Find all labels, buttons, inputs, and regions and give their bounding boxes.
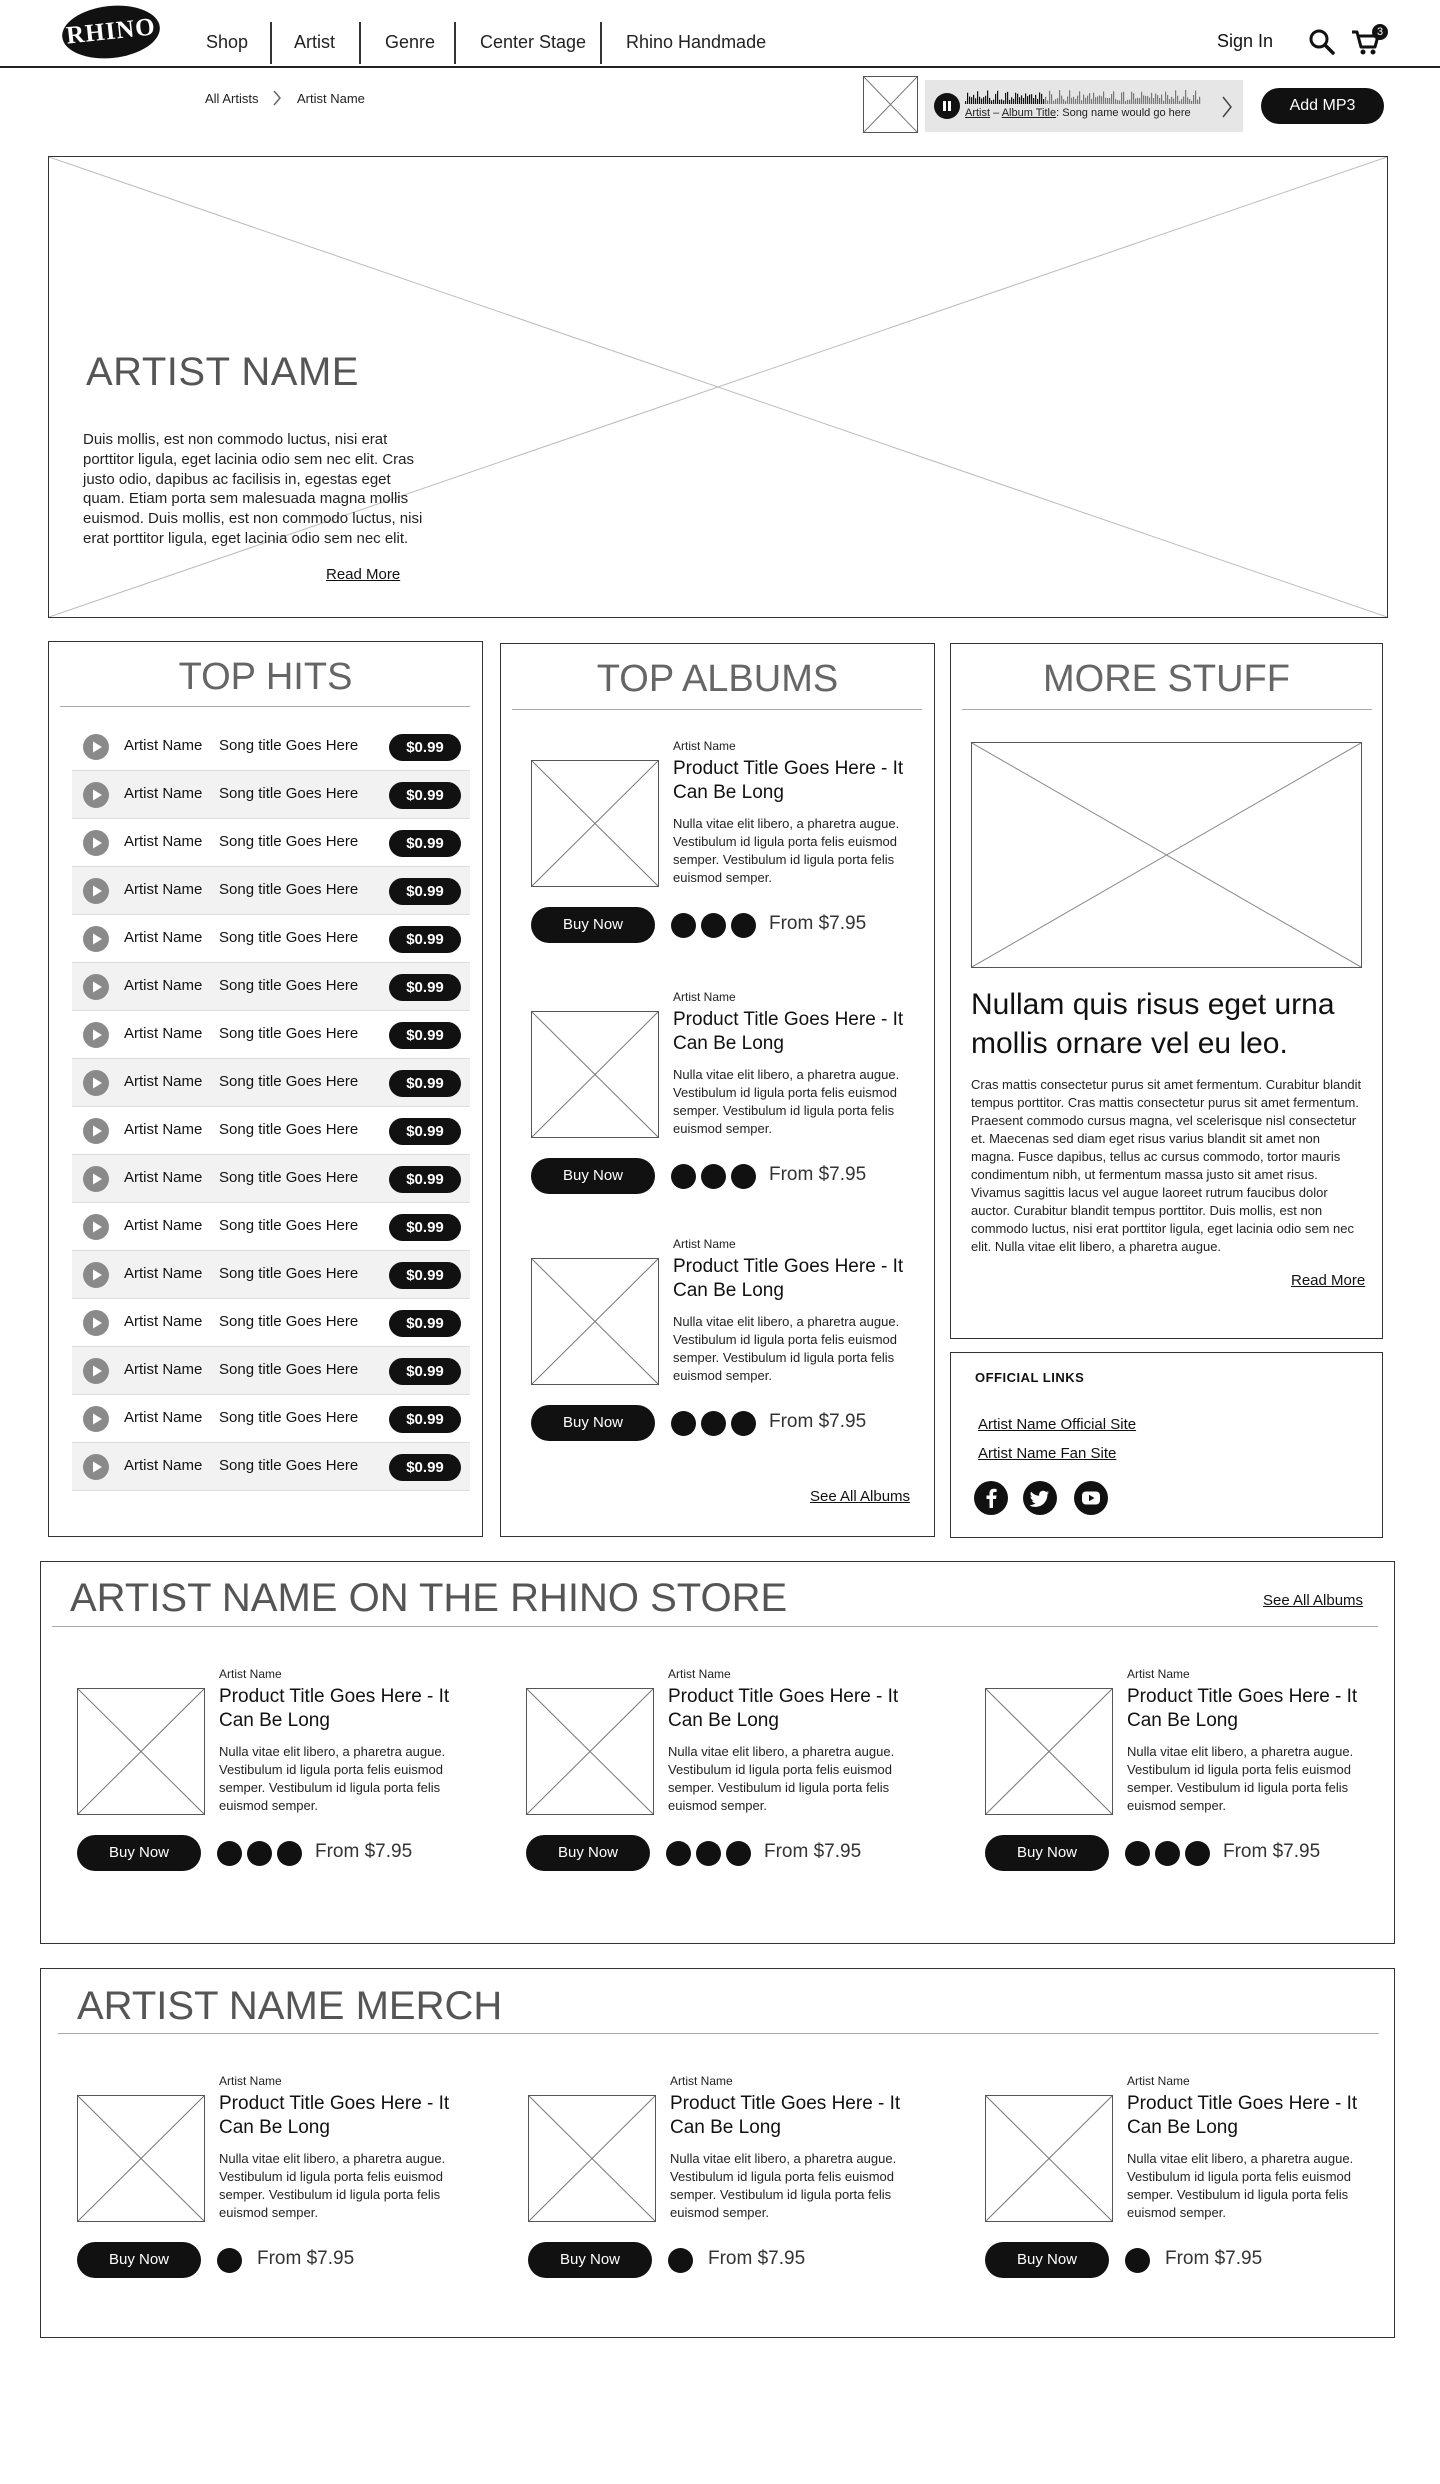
hero-read-more-link[interactable]: Read More: [326, 566, 401, 583]
buy-song-price-button[interactable]: $0.99: [389, 878, 461, 905]
player-song: Song name would go here: [1062, 107, 1191, 119]
hit-artist: Artist Name: [124, 1265, 203, 1282]
store-title: ARTIST NAME ON THE RHINO STORE: [70, 1576, 788, 1620]
nav-genre[interactable]: Genre: [385, 32, 436, 52]
format-option-dot[interactable]: [731, 1164, 756, 1189]
more-stuff-title: MORE STUFF: [1043, 658, 1290, 700]
product-artist: Artist Name: [1127, 2074, 1190, 2088]
fan-site-link[interactable]: Artist Name Fan Site: [978, 1445, 1117, 1462]
format-option-dot[interactable]: [1125, 1841, 1150, 1866]
player-colon: :: [1056, 107, 1063, 119]
hit-row[interactable]: [72, 1395, 470, 1443]
format-option-dot[interactable]: [668, 2248, 693, 2273]
product-image[interactable]: [531, 1258, 659, 1385]
play-icon[interactable]: [82, 1405, 110, 1433]
hit-row[interactable]: [72, 771, 470, 819]
product-price: From $7.95: [315, 1841, 413, 1862]
breadcrumb-all-artists[interactable]: All Artists: [205, 91, 259, 106]
product-price: From $7.95: [1223, 1841, 1321, 1862]
product-title[interactable]: Product Title Goes Here - It Can Be Long: [1127, 1686, 1358, 1731]
see-all-albums-link[interactable]: See All Albums: [810, 1488, 911, 1505]
hit-artist: Artist Name: [124, 1457, 203, 1474]
nav-divider: [359, 22, 361, 64]
hit-song-title: Song title Goes Here: [219, 1313, 359, 1330]
buy-song-price-button[interactable]: $0.99: [389, 1310, 461, 1337]
buy-song-price-button[interactable]: $0.99: [389, 782, 461, 809]
hit-artist: Artist Name: [124, 881, 203, 898]
hit-song-title: Song title Goes Here: [219, 929, 359, 946]
hit-row[interactable]: [72, 1203, 470, 1251]
product-title[interactable]: Product Title Goes Here - It Can Be Long: [670, 2093, 901, 2138]
buy-now-button[interactable]: Buy Now: [985, 1835, 1109, 1871]
cart-count-badge: 3: [1372, 24, 1388, 40]
hit-row[interactable]: [72, 963, 470, 1011]
product-title[interactable]: Product Title Goes Here - It Can Be Long: [668, 1686, 899, 1731]
hit-song-title: Song title Goes Here: [219, 1361, 359, 1378]
chevron-right-icon[interactable]: [1220, 94, 1234, 120]
more-stuff-read-more-link[interactable]: Read More: [1291, 1272, 1366, 1289]
product-artist: Artist Name: [1127, 1667, 1190, 1681]
divider: [60, 706, 470, 707]
hit-artist: Artist Name: [124, 1025, 203, 1042]
hit-row[interactable]: [72, 1107, 470, 1155]
format-option-dot[interactable]: [701, 1411, 726, 1436]
format-option-dot[interactable]: [1125, 2248, 1150, 2273]
divider: [52, 1626, 1378, 1627]
product-image[interactable]: [77, 1688, 205, 1815]
product-price: From $7.95: [764, 1841, 862, 1862]
nav-rhino-handmade[interactable]: Rhino Handmade: [626, 32, 767, 52]
hit-row[interactable]: [72, 1155, 470, 1203]
player-track-info: [965, 107, 1191, 119]
product-artist: Artist Name: [219, 2074, 282, 2088]
artist-bio: Duis mollis, est non commodo luctus, nisi erat porttitor ligula, eget lacinia odio sem nec elit. Cras justo odio, dapibus ac facilisis in, egestas eget quam. Etiam porta sem malesuada magna mollis euismod. Duis mollis, est non commodo luctus, nisi erat porttitor ligula, eget lacinia odio sem nec elit.: [83, 431, 423, 547]
top-hits-title: TOP HITS: [178, 656, 353, 698]
product-description: Nulla vitae elit libero, a pharetra augue. Vestibulum id ligula porta felis euismod semper. Vestibulum id ligula porta felis euismod semper.: [219, 1744, 446, 1813]
player-album-link[interactable]: Album Title: [1001, 107, 1057, 119]
divider: [58, 2033, 1379, 2034]
more-stuff-body: Cras mattis consectetur purus sit amet fermentum. Curabitur blandit tempus porttitor. Cras mattis consectetur purus sit amet fermentum. Praesent commodo cursus magna, vel scelerisque nisl consectetur et. Maecenas sed diam eget risus varius blandit sit amet non magna. Fusce dapibus, tellus ac cursus commodo, tortor mauris condimentum nibh, ut fermentum massa justo sit amet risus. Vivamus sagittis lacus vel augue laoreet rutrum faucibus dolor auctor. Curabitur blandit tempus porttitor. Duis mollis, est non commodo luctus, nisi erat porttitor ligula, eget lacinia odio sem nec elit. Nulla vitae elit libero, a pharetra augue.: [971, 1077, 1362, 1254]
format-option-dot[interactable]: [671, 1411, 696, 1436]
product-artist: Artist Name: [673, 739, 736, 753]
more-stuff-image: [971, 742, 1362, 968]
product-title[interactable]: Product Title Goes Here - It Can Be Long: [673, 758, 904, 803]
format-option-dot[interactable]: [247, 1841, 272, 1866]
hit-song-title: Song title Goes Here: [219, 1025, 359, 1042]
format-option-dot[interactable]: [671, 1164, 696, 1189]
buy-song-price-button[interactable]: $0.99: [389, 926, 461, 953]
official-site-link[interactable]: Artist Name Official Site: [978, 1416, 1137, 1433]
play-icon[interactable]: [82, 733, 110, 761]
product-price: From $7.95: [1165, 2248, 1263, 2269]
play-icon[interactable]: [82, 1165, 110, 1193]
hit-row[interactable]: [72, 1299, 470, 1347]
buy-song-price-button[interactable]: $0.99: [389, 1358, 461, 1385]
format-option-dot[interactable]: [731, 1411, 756, 1436]
product-description: Nulla vitae elit libero, a pharetra augue. Vestibulum id ligula porta felis euismod semper. Vestibulum id ligula porta felis euismod semper.: [673, 1067, 900, 1136]
play-icon[interactable]: [82, 1117, 110, 1145]
top-albums-title: TOP ALBUMS: [596, 658, 839, 700]
store-see-all-albums-link[interactable]: See All Albums: [1263, 1592, 1364, 1609]
buy-song-price-button[interactable]: $0.99: [389, 1262, 461, 1289]
buy-song-price-button[interactable]: $0.99: [389, 1454, 461, 1481]
hit-song-title: Song title Goes Here: [219, 1265, 359, 1282]
product-artist: Artist Name: [668, 1667, 731, 1681]
product-price: From $7.95: [769, 913, 867, 934]
product-title[interactable]: Product Title Goes Here - It Can Be Long: [673, 1009, 904, 1054]
product-price: From $7.95: [708, 2248, 806, 2269]
hit-artist: Artist Name: [124, 977, 203, 994]
hit-song-title: Song title Goes Here: [219, 785, 359, 802]
buy-song-price-button[interactable]: $0.99: [389, 1214, 461, 1241]
divider: [512, 709, 922, 710]
nav-shop[interactable]: Shop: [206, 32, 249, 52]
buy-now-button[interactable]: Buy Now: [531, 1405, 655, 1441]
hit-song-title: Song title Goes Here: [219, 977, 359, 994]
product-price: From $7.95: [257, 2248, 355, 2269]
hit-artist: Artist Name: [124, 929, 203, 946]
product-image[interactable]: [985, 1688, 1113, 1815]
product-title[interactable]: Product Title Goes Here - It Can Be Long: [1127, 2093, 1358, 2138]
format-option-dot[interactable]: [1185, 1841, 1210, 1866]
play-icon[interactable]: [82, 1453, 110, 1481]
hit-artist: Artist Name: [124, 737, 203, 754]
product-description: Nulla vitae elit libero, a pharetra augue. Vestibulum id ligula porta felis euismod semper. Vestibulum id ligula porta felis euismod semper.: [668, 1744, 895, 1813]
product-image[interactable]: [528, 2095, 656, 2222]
format-option-dot[interactable]: [696, 1841, 721, 1866]
hit-artist: Artist Name: [124, 1073, 203, 1090]
play-icon[interactable]: [82, 1261, 110, 1289]
nav-divider: [270, 22, 272, 64]
hit-song-title: Song title Goes Here: [219, 1217, 359, 1234]
buy-now-button[interactable]: Buy Now: [77, 1835, 201, 1871]
play-icon[interactable]: [82, 829, 110, 857]
hit-row[interactable]: [72, 1011, 470, 1059]
hit-row[interactable]: [72, 1347, 470, 1395]
hit-row[interactable]: [72, 867, 470, 915]
hit-row[interactable]: [72, 1251, 470, 1299]
product-image[interactable]: [531, 760, 659, 887]
hit-row[interactable]: [72, 1059, 470, 1107]
play-icon[interactable]: [82, 1021, 110, 1049]
product-description: Nulla vitae elit libero, a pharetra augue. Vestibulum id ligula porta felis euismod semper. Vestibulum id ligula porta felis euismod semper.: [219, 2151, 446, 2220]
facebook-icon[interactable]: [974, 1481, 1008, 1515]
hit-artist: Artist Name: [124, 1361, 203, 1378]
hit-song-title: Song title Goes Here: [219, 1409, 359, 1426]
format-option-dot[interactable]: [731, 913, 756, 938]
product-artist: Artist Name: [219, 1667, 282, 1681]
buy-song-price-button[interactable]: $0.99: [389, 1022, 461, 1049]
product-description: Nulla vitae elit libero, a pharetra augue. Vestibulum id ligula porta felis euismod semper. Vestibulum id ligula porta felis euismod semper.: [1127, 1744, 1354, 1813]
chevron-right-icon: [270, 88, 284, 108]
product-price: From $7.95: [769, 1164, 867, 1185]
format-option-dot[interactable]: [277, 1841, 302, 1866]
pause-icon[interactable]: [934, 93, 960, 119]
product-price: From $7.95: [769, 1411, 867, 1432]
buy-song-price-button[interactable]: $0.99: [389, 1070, 461, 1097]
hit-artist: Artist Name: [124, 785, 203, 802]
buy-now-button[interactable]: Buy Now: [531, 907, 655, 943]
site-header: [0, 0, 1440, 68]
breadcrumb-current: Artist Name: [297, 91, 365, 106]
buy-now-button[interactable]: Buy Now: [526, 1835, 650, 1871]
buy-now-button[interactable]: Buy Now: [77, 2242, 201, 2278]
hit-row[interactable]: [72, 1443, 470, 1491]
buy-song-price-button[interactable]: $0.99: [389, 734, 461, 761]
product-description: Nulla vitae elit libero, a pharetra augue. Vestibulum id ligula porta felis euismod semper. Vestibulum id ligula porta felis euismod semper.: [670, 2151, 897, 2220]
nav-divider: [454, 22, 456, 64]
hit-song-title: Song title Goes Here: [219, 1121, 359, 1138]
waveform[interactable]: [965, 88, 1201, 104]
format-option-dot[interactable]: [701, 1164, 726, 1189]
player-separator: –: [990, 107, 1002, 119]
play-icon[interactable]: [82, 1357, 110, 1385]
merch-title: ARTIST NAME MERCH: [77, 1984, 503, 2028]
product-title[interactable]: Product Title Goes Here - It Can Be Long: [673, 1256, 904, 1301]
product-image[interactable]: [526, 1688, 654, 1815]
play-icon[interactable]: [82, 925, 110, 953]
hit-artist: Artist Name: [124, 1121, 203, 1138]
official-links-title: OFFICIAL LINKS: [975, 1370, 1085, 1385]
format-option-dot[interactable]: [726, 1841, 751, 1866]
mini-player: [925, 80, 1243, 132]
artist-name-heading: ARTIST NAME: [86, 350, 359, 394]
buy-song-price-button[interactable]: $0.99: [389, 1118, 461, 1145]
now-playing-thumbnail: [863, 76, 918, 133]
play-icon[interactable]: [82, 973, 110, 1001]
format-option-dot[interactable]: [217, 1841, 242, 1866]
buy-song-price-button[interactable]: $0.99: [389, 830, 461, 857]
hit-song-title: Song title Goes Here: [219, 1457, 359, 1474]
play-icon[interactable]: [82, 1213, 110, 1241]
play-icon[interactable]: [82, 1069, 110, 1097]
hit-row[interactable]: [72, 819, 470, 867]
product-title[interactable]: Product Title Goes Here - It Can Be Long: [219, 1686, 450, 1731]
buy-now-button[interactable]: Buy Now: [985, 2242, 1109, 2278]
play-icon[interactable]: [82, 1309, 110, 1337]
play-icon[interactable]: [82, 781, 110, 809]
player-artist-link[interactable]: Artist: [965, 107, 991, 119]
format-option-dot[interactable]: [671, 913, 696, 938]
hit-artist: Artist Name: [124, 1313, 203, 1330]
sign-in-link[interactable]: Sign In: [1217, 31, 1274, 51]
product-image[interactable]: [77, 2095, 205, 2222]
buy-now-button[interactable]: Buy Now: [528, 2242, 652, 2278]
hit-row[interactable]: [72, 915, 470, 963]
product-description: Nulla vitae elit libero, a pharetra augue. Vestibulum id ligula porta felis euismod semper. Vestibulum id ligula porta felis euismod semper.: [673, 1314, 900, 1383]
divider: [962, 709, 1372, 710]
buy-now-button[interactable]: Buy Now: [531, 1158, 655, 1194]
product-description: Nulla vitae elit libero, a pharetra augue. Vestibulum id ligula porta felis euismod semper. Vestibulum id ligula porta felis euismod semper.: [1127, 2151, 1354, 2220]
hit-row[interactable]: [72, 723, 470, 771]
buy-song-price-button[interactable]: $0.99: [389, 1166, 461, 1193]
product-artist: Artist Name: [673, 1237, 736, 1251]
hit-song-title: Song title Goes Here: [219, 833, 359, 850]
format-option-dot[interactable]: [217, 2248, 242, 2273]
hit-song-title: Song title Goes Here: [219, 737, 359, 754]
nav-divider: [600, 22, 602, 64]
play-icon[interactable]: [82, 877, 110, 905]
buy-song-price-button[interactable]: $0.99: [389, 1406, 461, 1433]
hit-song-title: Song title Goes Here: [219, 1073, 359, 1090]
nav-center-stage[interactable]: Center Stage: [480, 32, 587, 52]
nav-artist[interactable]: Artist: [294, 32, 336, 52]
youtube-icon[interactable]: [1074, 1481, 1108, 1515]
hit-song-title: Song title Goes Here: [219, 1169, 359, 1186]
product-description: Nulla vitae elit libero, a pharetra augue. Vestibulum id ligula porta felis euismod semper. Vestibulum id ligula porta felis euismod semper.: [673, 816, 900, 885]
hit-artist: Artist Name: [124, 833, 203, 850]
product-image[interactable]: [985, 2095, 1113, 2222]
product-title[interactable]: Product Title Goes Here - It Can Be Long: [219, 2093, 450, 2138]
format-option-dot[interactable]: [1155, 1841, 1180, 1866]
buy-song-price-button[interactable]: $0.99: [389, 974, 461, 1001]
product-artist: Artist Name: [670, 2074, 733, 2088]
search-icon[interactable]: [1306, 26, 1338, 58]
hit-artist: Artist Name: [124, 1169, 203, 1186]
hit-artist: Artist Name: [124, 1409, 203, 1426]
format-option-dot[interactable]: [666, 1841, 691, 1866]
more-stuff-headline: Nullam quis risus eget urna mollis ornare vel eu leo.: [971, 988, 1335, 1060]
twitter-icon[interactable]: [1023, 1481, 1057, 1515]
product-artist: Artist Name: [673, 990, 736, 1004]
product-image[interactable]: [531, 1011, 659, 1138]
hit-song-title: Song title Goes Here: [219, 881, 359, 898]
rhino-logo[interactable]: RHINO: [60, 1, 163, 63]
add-mp3-button[interactable]: Add MP3: [1261, 88, 1384, 124]
format-option-dot[interactable]: [701, 913, 726, 938]
hit-artist: Artist Name: [124, 1217, 203, 1234]
